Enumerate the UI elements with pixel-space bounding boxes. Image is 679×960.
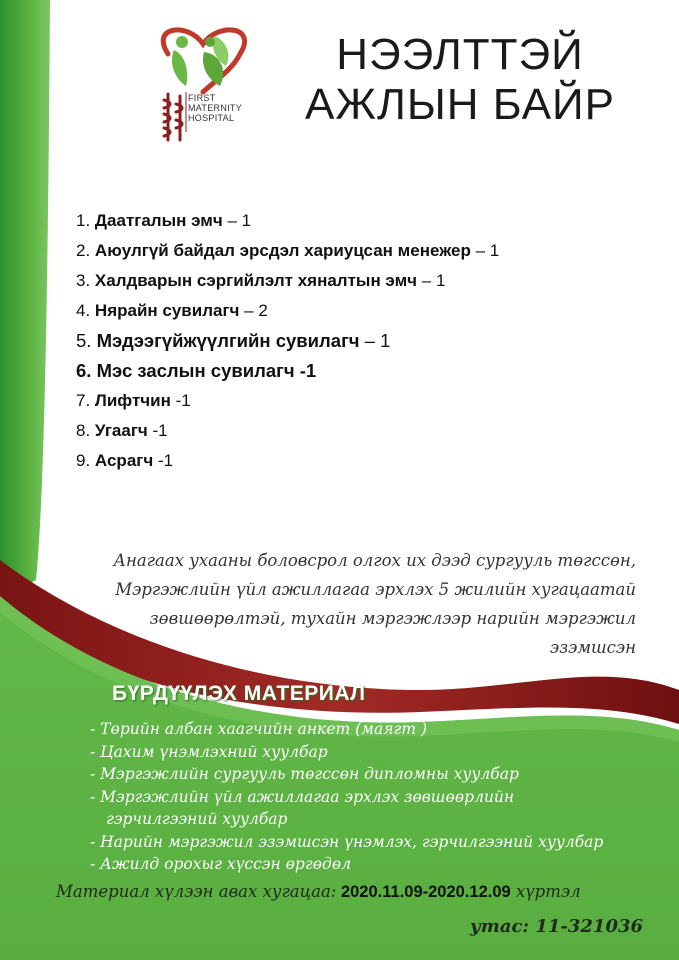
job-name: Нярайн сувилагч xyxy=(94,301,240,320)
list-item: - Ажилд орохыг хүссэн өргөдөл xyxy=(90,855,352,873)
title-line-1: НЭЭЛТТЭЙ xyxy=(336,30,584,79)
list-item: - Нарийн мэргэжил эзэмшсэн үнэмлэх, гэрчилгээний хуулбар xyxy=(90,832,604,851)
job-count: – 1 xyxy=(470,241,500,260)
logo-line-2: MATERNITY xyxy=(188,103,243,113)
job-name: Лифтчин xyxy=(94,391,171,410)
page-title xyxy=(300,30,620,130)
job-name: Мэс заслын сувилагч xyxy=(96,360,295,381)
requirements-line: Мэргэжлийн үйл ажиллагаа эрхлэх 5 жилийн хугацаатай xyxy=(115,580,636,599)
logo-line-1: FIRST xyxy=(188,93,216,103)
job-count: -1 xyxy=(153,451,174,470)
list-item xyxy=(76,386,499,416)
deadline-prefix: Материал хүлээн авах хугацаа: xyxy=(56,882,337,901)
materials-list xyxy=(90,718,603,876)
list-item: - Төрийн албан хаагчийн анкет (маягт ) xyxy=(90,720,428,738)
list-item xyxy=(76,416,499,446)
job-name: Аюулгүй байдал эрсдэл хариуцсан менежер xyxy=(94,241,471,260)
job-name: Асрагч xyxy=(94,451,154,470)
phone-number: утас: 11-321036 xyxy=(470,916,644,937)
job-name: Угаагч xyxy=(94,421,148,440)
list-item: гэрчилгээний хуулбар xyxy=(106,810,288,828)
job-list xyxy=(76,206,499,476)
job-name: Мэдээгүйжүүлгийн сувилагч xyxy=(96,330,360,351)
list-item: - Цахим үнэмлэхний хуулбар xyxy=(90,742,328,761)
requirements-text xyxy=(96,546,636,662)
job-count: – 2 xyxy=(239,301,268,320)
job-count: -1 xyxy=(294,360,317,381)
list-item: - Мэргэжлийн сургууль төгссөн дипломны хуулбар xyxy=(90,765,519,783)
list-item xyxy=(76,446,499,476)
list-item xyxy=(76,236,499,266)
list-item xyxy=(76,206,499,236)
job-count: – 1 xyxy=(359,330,391,351)
job-number: 4. xyxy=(76,301,91,320)
list-item xyxy=(76,356,499,386)
logo-text xyxy=(188,93,242,123)
job-number: 9. xyxy=(76,451,91,470)
requirements-line: эзэмшсэн xyxy=(549,638,636,657)
job-number: 8. xyxy=(76,421,91,440)
job-number: 3. xyxy=(76,271,91,290)
requirements-line: зөвшөөрөлтэй, тухайн мэргэжлээр нарийн мэргэжил xyxy=(149,609,636,628)
list-item xyxy=(76,266,499,296)
job-count: – 1 xyxy=(417,271,446,290)
materials-title: БҮРДҮҮЛЭХ МАТЕРИАЛ xyxy=(112,682,366,705)
job-count: -1 xyxy=(170,391,191,410)
job-name: Халдварын сэргийлэлт хяналтын эмч xyxy=(94,271,418,290)
hospital-logo xyxy=(128,14,278,144)
logo-line-3: HOSPITAL xyxy=(188,113,235,123)
deadline-text xyxy=(56,882,581,902)
job-number: 1. xyxy=(76,211,91,230)
job-count: – 1 xyxy=(222,211,252,230)
job-count: -1 xyxy=(147,421,168,440)
list-item xyxy=(76,326,499,356)
job-name: Даатгалын эмч xyxy=(94,211,223,230)
list-item xyxy=(76,296,499,326)
requirements-line: Анагаах ухааны боловсрол олгох их дээд сургууль төгссөн, xyxy=(113,551,636,570)
job-number: 2. xyxy=(76,241,91,260)
title-line-2: АЖЛЫН БАЙР xyxy=(304,80,616,129)
list-item: - Мэргэжлийн үйл ажиллагаа эрхлэх зөвшөөрлийн xyxy=(90,787,515,806)
job-number: 5. xyxy=(76,330,92,351)
deadline-suffix: хүртэл xyxy=(510,882,581,901)
job-number: 6. xyxy=(76,360,92,381)
job-number: 7. xyxy=(76,391,91,410)
deadline-dates: 2020.11.09-2020.12.09 xyxy=(336,883,511,901)
